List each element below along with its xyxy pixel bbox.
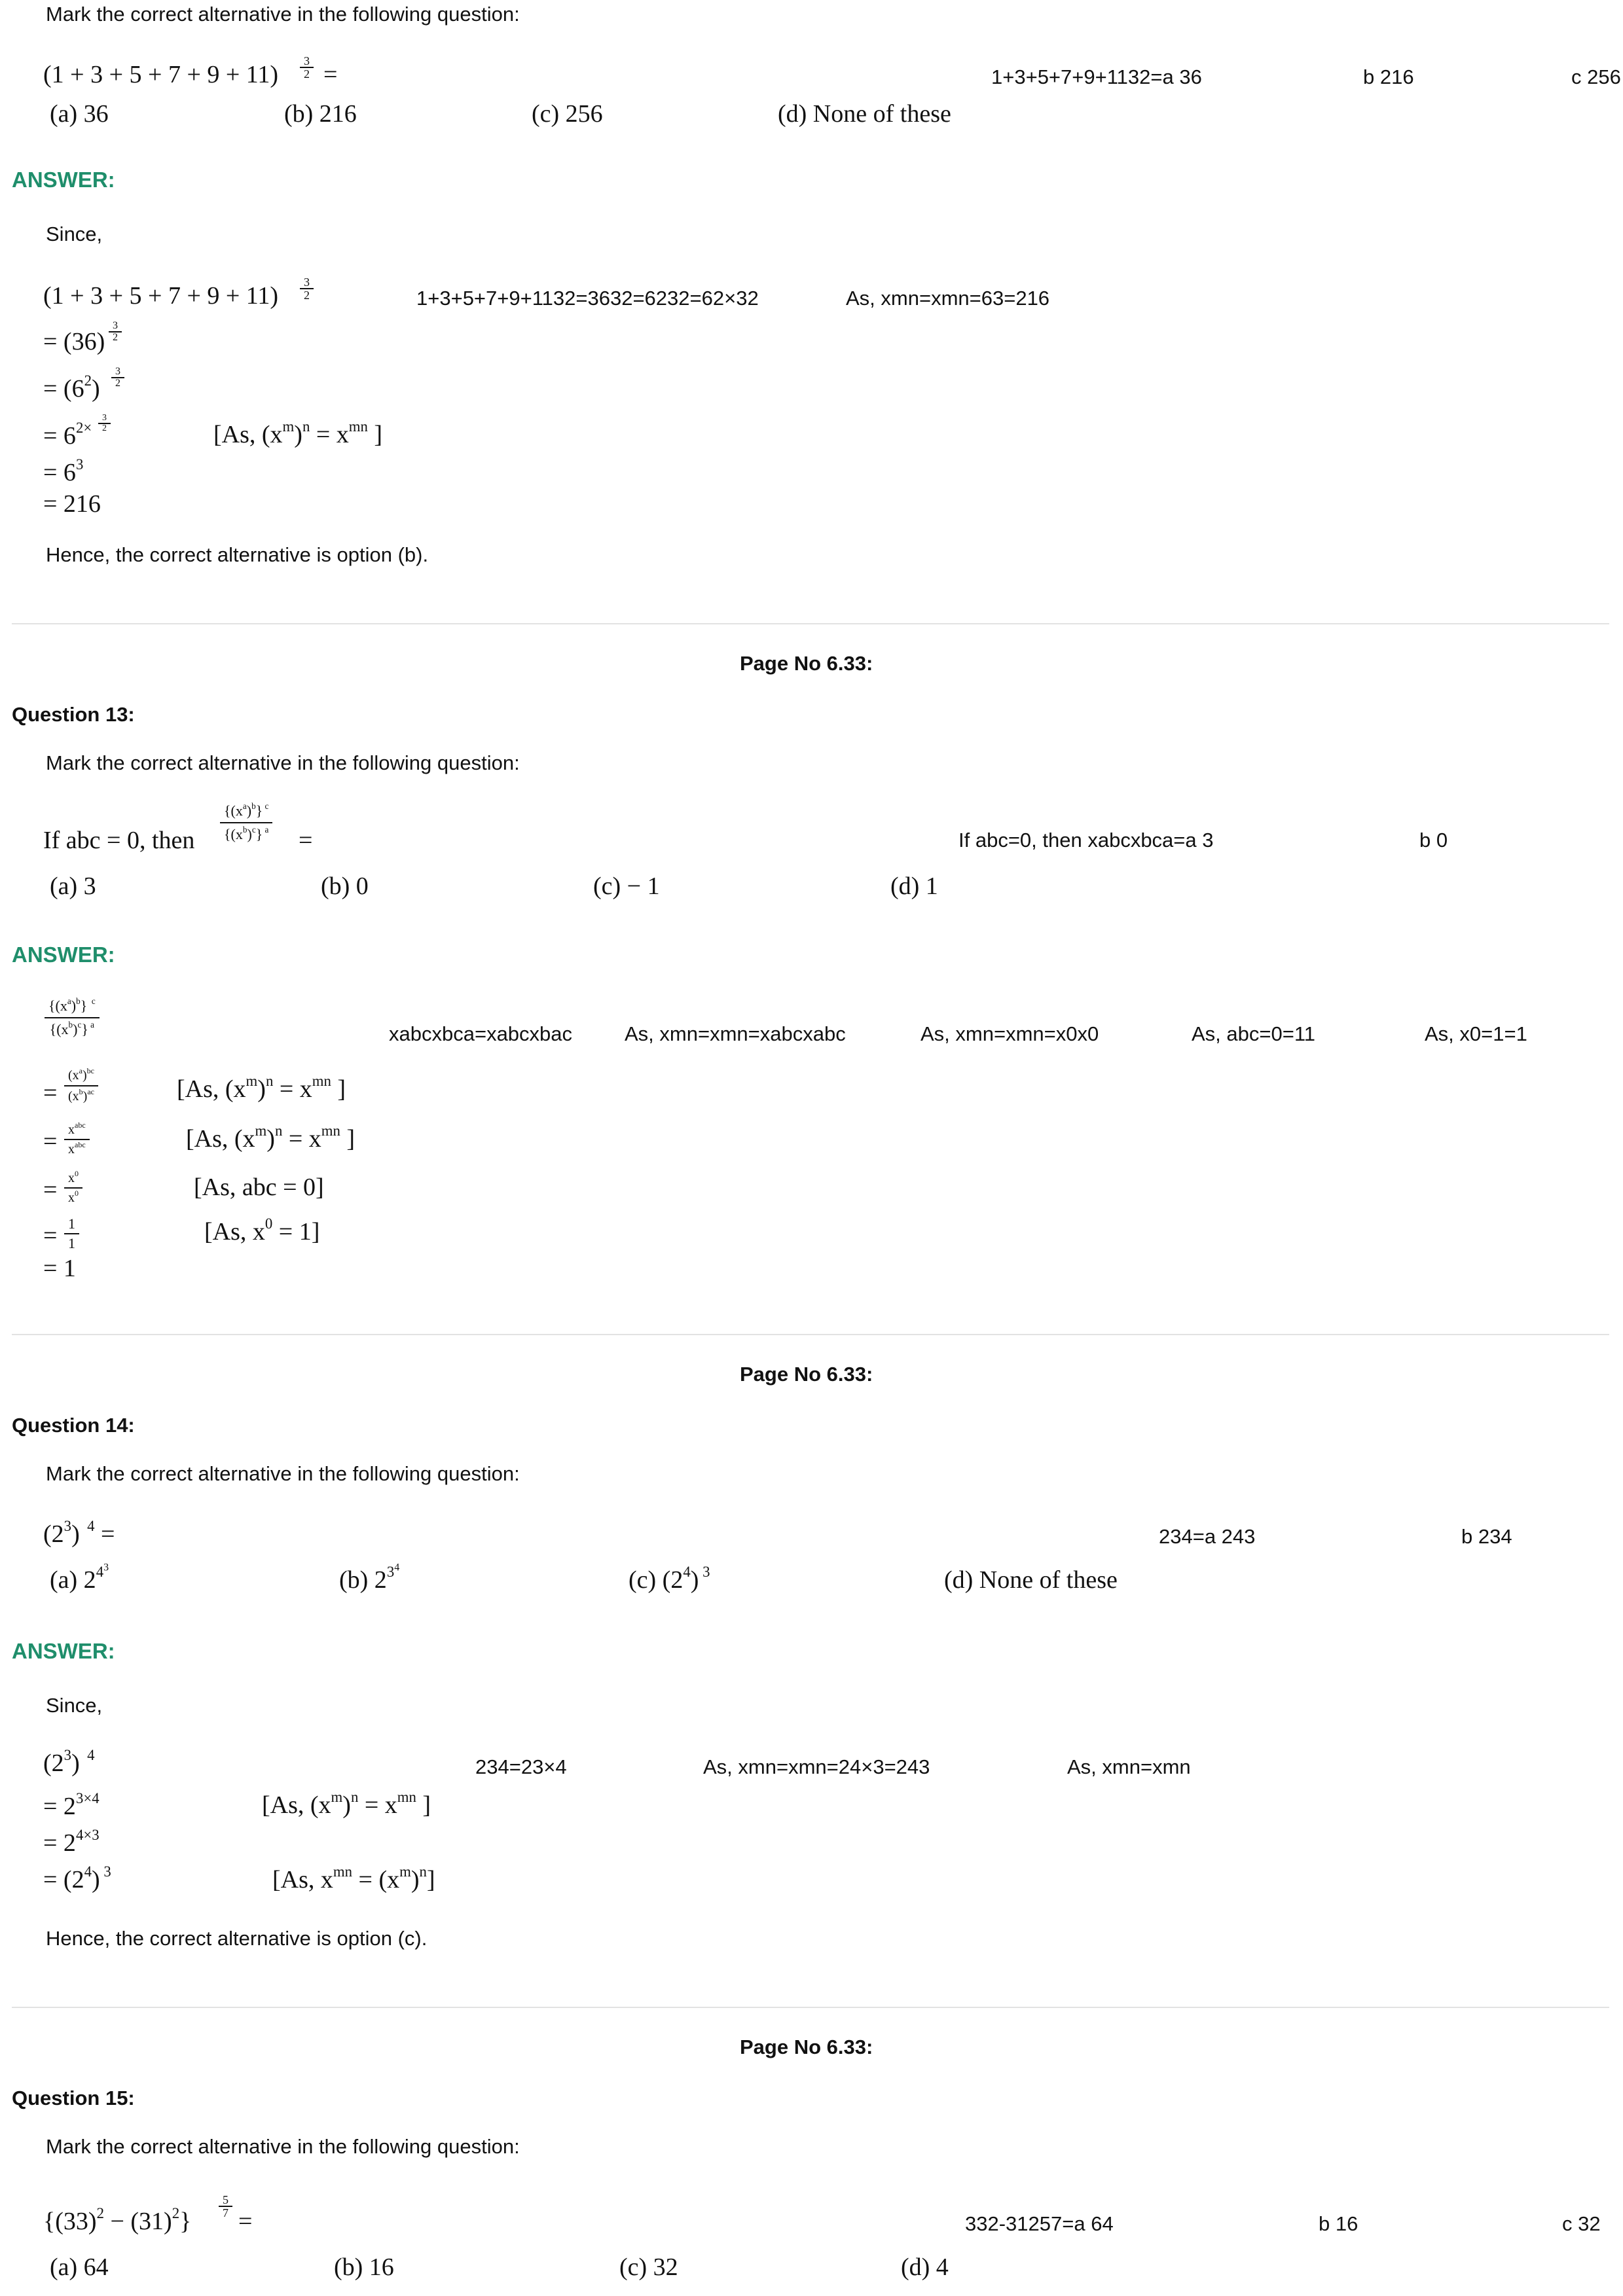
q14-page-number: Page No 6.33:: [740, 1363, 873, 1386]
q12-solution-alt-2: As, xmn=xmn=63=216: [846, 287, 1050, 310]
q12-step-2: = $(6^2)$: [43, 372, 100, 403]
q12-step-1: = (36): [43, 328, 105, 355]
q14-since: Since,: [46, 1694, 103, 1717]
q13-option-d: (d) 1: [890, 872, 938, 900]
q13-step-2-note: [As, $(x^m)^n = x^{mn}$ ]: [186, 1122, 356, 1153]
q12-alt-text: 1+3+5+7+9+1132=a 36: [991, 65, 1202, 88]
q15-exponent: $\frac{5}{7}$: [219, 2194, 232, 2219]
q13-solution-alt-4: As, abc=0=11: [1192, 1022, 1316, 1045]
q13-step-1-fraction: $\frac{(x^a)^{bc}}{(x^b)^{ac}}$: [64, 1066, 98, 1106]
q12-option-a: (a) 36: [50, 100, 109, 128]
q13-step-2-eq: =: [43, 1128, 58, 1155]
q14-option-c: (c) $(2^4)$ $^3$: [629, 1563, 710, 1594]
q12-solution-expression: (1 + 3 + 5 + 7 + 9 + 11): [43, 282, 279, 310]
q12-option-c: (c) 256: [532, 100, 603, 128]
q13-answer-label: ANSWER:: [12, 942, 115, 967]
q13-step-3-eq: =: [43, 1176, 58, 1204]
q12-prompt: Mark the correct alternative in the following question:: [46, 3, 520, 26]
q13-alt-b: b 0: [1419, 829, 1448, 852]
q14-option-d: (d) None of these: [944, 1566, 1118, 1594]
q13-option-c: (c) − 1: [593, 872, 660, 900]
q14-title: Question 14:: [12, 1414, 135, 1437]
q15-alt-text: 332-31257=a 64: [965, 2212, 1114, 2235]
q13-step-2-fraction: $x^{abc}$ $x^{abc}$: [64, 1121, 90, 1158]
q12-step-4: = $6^3$: [43, 456, 84, 486]
q13-step-4-note: [As, $x^0 = 1$]: [204, 1215, 320, 1246]
q14-step-2: = $2^{4\times 3}$: [43, 1826, 100, 1857]
q15-option-c: (c) 32: [619, 2253, 678, 2281]
q13-alt-text: If abc=0, then xabcxbca=a 3: [958, 829, 1214, 852]
q15-title: Question 15:: [12, 2087, 135, 2109]
q13-solution-alt-5: As, x0=1=1: [1425, 1022, 1527, 1045]
q14-conclusion: Hence, the correct alternative is option (c).: [46, 1927, 428, 1950]
divider: [12, 1334, 1609, 1335]
q14-alt-text: 234=a 243: [1159, 1525, 1256, 1548]
q12-step-3-note: [As, $(x^m)^n = x^{mn}$ ]: [213, 418, 383, 448]
q12-step-2-exp: $\frac{3}{2}$: [111, 367, 124, 389]
q15-expression: $\{(33)^2 - (31)^2\}$: [43, 2204, 192, 2235]
q13-option-a: (a) 3: [50, 872, 96, 900]
q13-step-3-note: [As, abc = 0]: [194, 1174, 324, 1201]
q12-equals: =: [323, 61, 338, 88]
q15-alt-c: c 32: [1562, 2212, 1601, 2235]
q12-conclusion: Hence, the correct alternative is option (b).: [46, 543, 429, 566]
q13-solution-alt-3: As, xmn=xmn=x0x0: [921, 1022, 1099, 1045]
q15-option-d: (d) 4: [901, 2253, 949, 2281]
q12-option-b: (b) 216: [284, 100, 357, 128]
q15-option-b: (b) 16: [334, 2253, 394, 2281]
q13-prompt: Mark the correct alternative in the following question:: [46, 751, 520, 774]
q14-solution-alt-3: As, xmn=xmn: [1067, 1755, 1191, 1778]
q14-solution-alt-1: 234=23×4: [475, 1755, 567, 1778]
q12-alt-b: b 216: [1363, 65, 1414, 88]
q15-option-a: (a) 64: [50, 2253, 109, 2281]
q14-step-3: = $(2^4)$ $^3$: [43, 1863, 111, 1893]
q14-answer-label: ANSWER:: [12, 1639, 115, 1663]
q13-step-3-fraction: $\frac{x^0}{x^0}$: [64, 1169, 82, 1207]
q12-step-3-exp: $\frac{3}{2}$: [98, 414, 111, 433]
q14-option-b: (b) $2^{3^4}$: [339, 1562, 400, 1594]
q13-solution-alt-2: As, xmn=xmn=xabcxabc: [625, 1022, 846, 1045]
q12-option-d: (d) None of these: [778, 100, 951, 128]
q12-alt-c: c 256: [1571, 65, 1621, 88]
q12-step-5: = 216: [43, 490, 101, 518]
q14-expression: $(2^3) ^4$ =: [43, 1517, 115, 1548]
divider: [12, 623, 1609, 624]
q12-solution-alt-1: 1+3+5+7+9+1132=3632=6232=62×32: [416, 287, 759, 310]
q13-step-1-note: [As, $(x^m)^n = x^{mn}$ ]: [177, 1072, 346, 1103]
q14-option-a: (a) $2^{4^3}$: [50, 1562, 109, 1594]
q13-solution-fraction: $\frac{\{(x^a)^b\} ^c}{\{(x^b)^c\} ^a}$: [45, 995, 100, 1041]
q13-title: Question 13:: [12, 703, 135, 726]
q12-since: Since,: [46, 223, 103, 245]
q12-exponent: $\frac{3}{2}$: [300, 55, 314, 80]
q12-step-1-exp: $\frac{3}{2}$: [109, 321, 122, 343]
q13-step-4-fraction: $\frac{1}{1}$: [64, 1215, 79, 1253]
q13-equals: =: [299, 827, 313, 854]
q13-step-5: = 1: [43, 1255, 76, 1282]
q14-alt-b: b 234: [1461, 1525, 1512, 1548]
q14-step-3-note: [As, $x^{mn} = (x^m)^n$]: [272, 1863, 435, 1893]
q14-step-1: = $2^{3\times 4}$: [43, 1789, 100, 1820]
q13-step-4-eq: =: [43, 1222, 58, 1249]
q13-option-b: (b) 0: [321, 872, 369, 900]
q13-solution-alt-1: xabcxbca=xabcxbac: [389, 1022, 573, 1045]
q12-solution-exponent: $\frac{3}{2}$: [300, 276, 314, 301]
q12-step-3: = $6^{2\times}$: [43, 419, 92, 450]
divider: [12, 2007, 1609, 2008]
q15-page-number: Page No 6.33:: [740, 2036, 873, 2058]
q12-answer-label: ANSWER:: [12, 168, 115, 192]
q13-lead: If abc = 0, then: [43, 827, 195, 854]
q14-solution-expression: $(2^3)$ $^4$: [43, 1746, 95, 1777]
q14-solution-alt-2: As, xmn=xmn=24×3=243: [703, 1755, 930, 1778]
q13-page-number: Page No 6.33:: [740, 652, 873, 675]
q15-prompt: Mark the correct alternative in the following question:: [46, 2135, 520, 2158]
q13-step-1-eq: =: [43, 1079, 58, 1107]
q12-expression: (1 + 3 + 5 + 7 + 9 + 11): [43, 61, 279, 88]
q14-prompt: Mark the correct alternative in the following question:: [46, 1462, 520, 1485]
q13-fraction: $\frac{\{(x^a)^b\} ^c}{\{(x^b)^c\} ^a}$: [220, 800, 272, 846]
q15-equals: =: [238, 2208, 253, 2235]
q14-step-1-note: [As, $(x^m)^n = x^{mn}$ ]: [262, 1788, 431, 1819]
q15-alt-b: b 16: [1319, 2212, 1359, 2235]
